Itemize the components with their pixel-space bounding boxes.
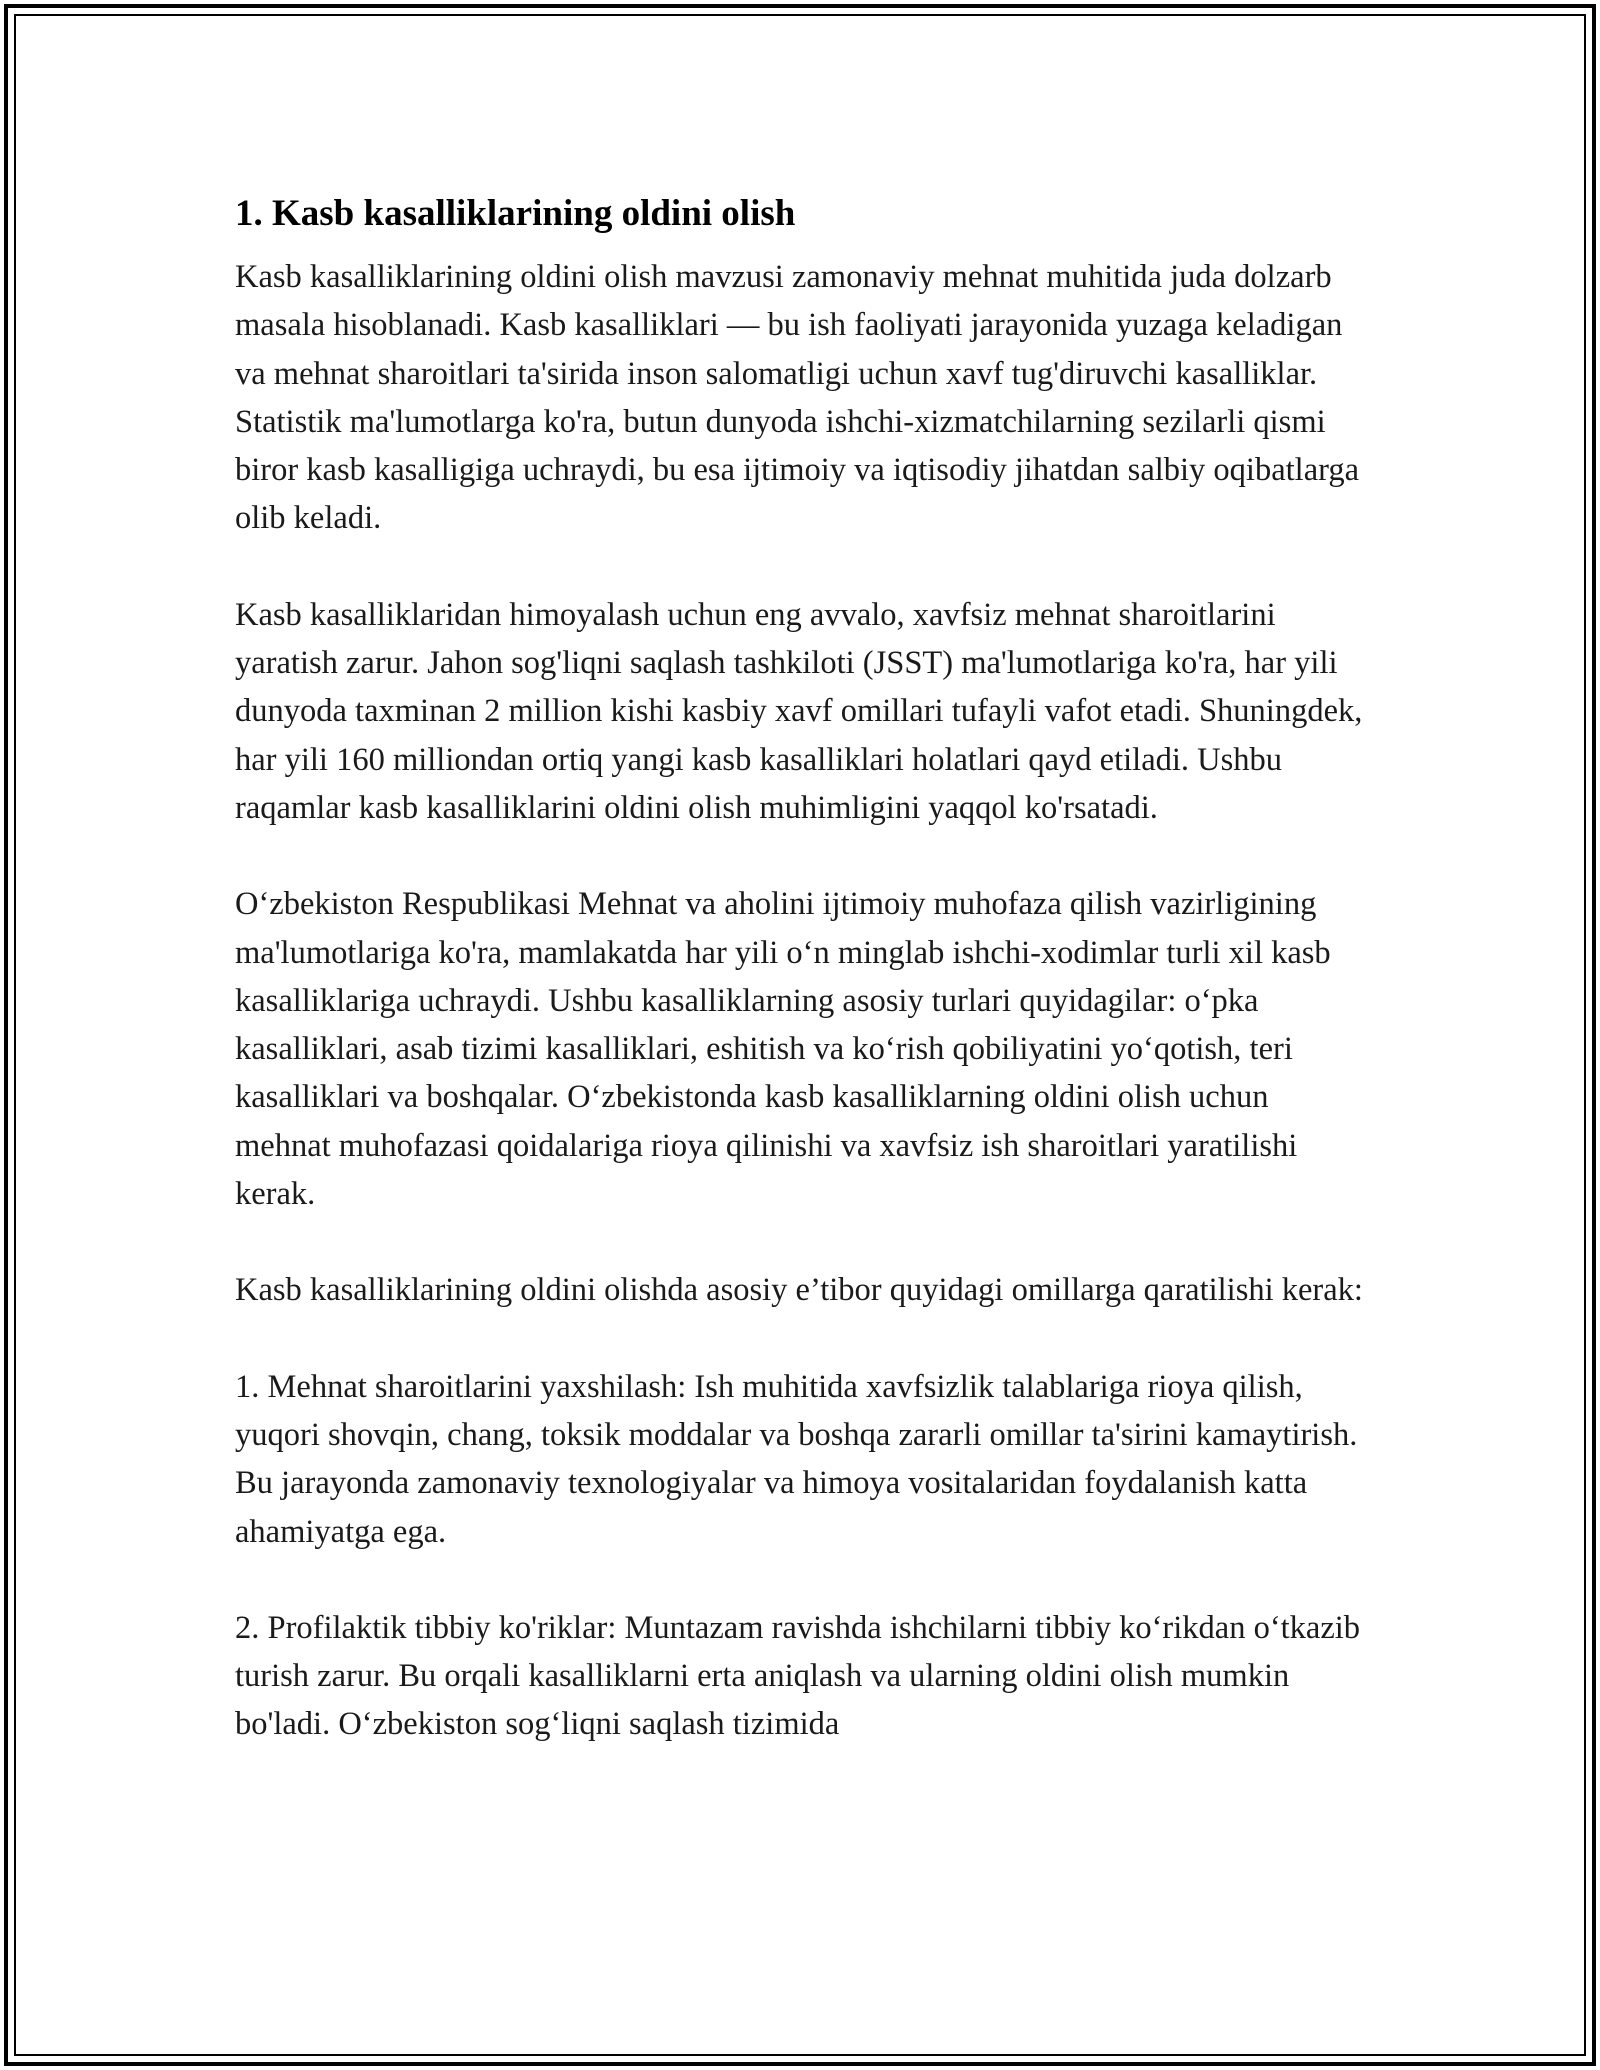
list-item-working-conditions: 1. Mehnat sharoitlarini yaxshilash: Ish muhitida xavfsizlik talablariga rioya qilish, yuqori shovqin, chang, toksik moddalar va boshqa zararli omillar ta'sirini kamaytirish. Bu jarayonda zamonaviy texnologiyalar va himoya vositalaridan foydalanish katta ahamiyatga ega. [235,1368,1358,1550]
paragraph-intro: Kasb kasalliklarining oldini olish mavzusi zamonaviy mehnat muhitida juda dolzarb masala hisoblanadi. Kasb kasalliklari — bu ish faoliyati jarayonida yuzaga keladigan va mehnat sharoitlari ta'sirida inson salomatligi uchun xavf tug'diruvchi kasalliklar. Statistik ma'lumotlarga ko'ra, butun dunyoda ishchi-xizmatchilarning sezilarli qismi biror kasb kasalligiga uchraydi, bu esa ijtimoiy va iqtisodiy jihatdan salbiy oqibatlarga olib keladi. [235,259,1360,537]
paragraph-factors-intro: Kasb kasalliklarining oldini olishda asosiy e’tibor quyidagi omillarga qaratilishi kerak: [235,1272,1363,1309]
paragraph-protection: Kasb kasalliklaridan himoyalash uchun eng avvalo, xavfsiz mehnat sharoitlarini yaratish zarur. Jahon sog'liqni saqlash tashkiloti (JSST) ma'lumotlariga ko'ra, har yili dunyoda taxminan 2 million kishi kasbiy xavf omillari tufayli vafot etadi. Shuningdek, har yili 160 milliondan ortiq yangi kasb kasalliklari holatlari qayd etiladi. Ushbu raqamlar kasb kasalliklarini oldini olish muhimligini yaqqol ko'rsatadi. [235,596,1363,826]
paragraph-uzbekistan: O‘zbekiston Respublikasi Mehnat va aholini ijtimoiy muhofaza qilish vazirligining ma'lumotlariga ko'ra, mamlakatda har yili o‘n minglab ishchi-xodimlar turli xil kasb kasalliklariga uchraydi. Ushbu kasalliklarning asosiy turlari quyidagilar: o‘pka kasalliklari, asab tizimi kasalliklari, eshitish va ko‘rish qobiliyatini yo‘qotish, teri kasalliklari va boshqalar. O‘zbekistonda kasb kasalliklarning oldini olish uchun mehnat muhofazasi qoidalariga rioya qilinishi va xavfsiz ish sharoitlari yaratilishi kerak. [235,886,1331,1213]
document-body [235,185,1365,1797]
list-item-medical-checkups: 2. Profilaktik tibbiy ko'riklar: Muntazam ravishda ishchilarni tibbiy ko‘rikdan o‘tkazib turish zarur. Bu orqali kasalliklarni erta aniqlash va ularning oldini olish mumkin bo'ladi. O‘zbekiston sog‘liqni saqlash tizimida [235,1609,1361,1743]
section-heading: 1. Kasb kasalliklarining oldini olish [235,193,796,234]
